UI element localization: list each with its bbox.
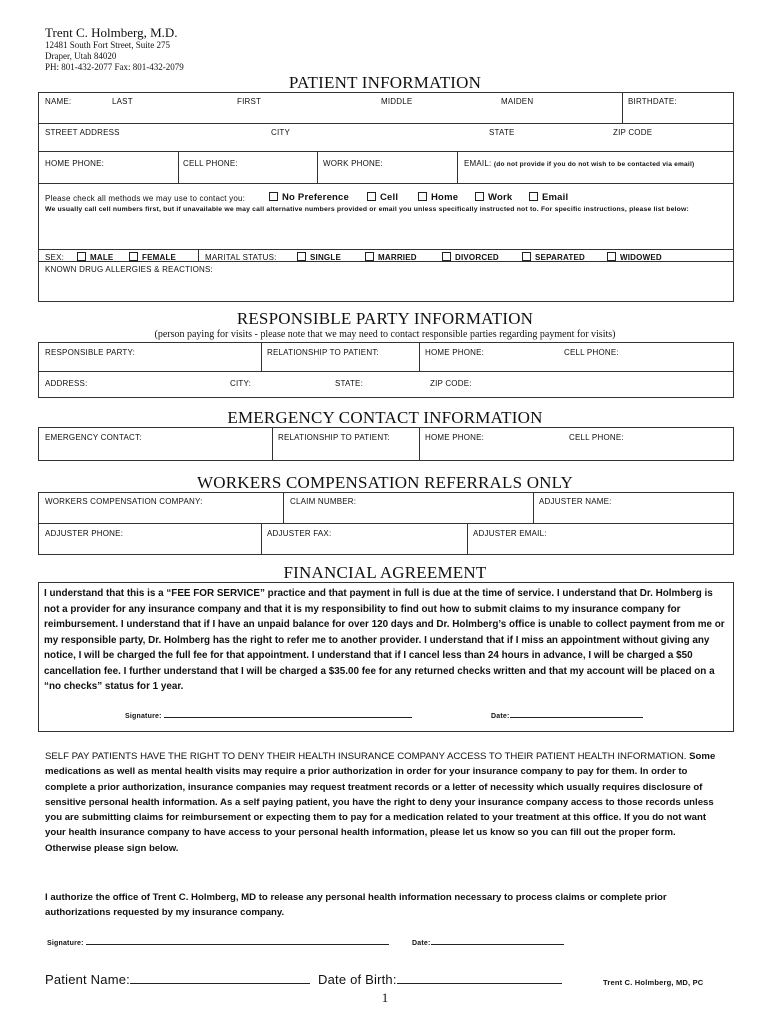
option-label: No Preference <box>282 192 350 203</box>
ec-home-phone-field[interactable]: HOME PHONE: <box>425 433 485 442</box>
cell-phone-field[interactable]: CELL PHONE: <box>183 159 238 168</box>
dob-label: Date of Birth: <box>318 972 397 987</box>
option-label: SINGLE <box>310 253 341 262</box>
self-pay-lead: SELF PAY PATIENTS HAVE THE RIGHT TO DENY THEIR HEALTH INSURANCE COMPANY ACCESS TO THEIR PATIENT HEALTH INFORMATION. <box>45 751 687 762</box>
street-address-field[interactable]: STREET ADDRESS <box>45 128 120 137</box>
option-label: Work <box>488 192 513 203</box>
state-field[interactable]: STATE <box>489 128 515 137</box>
checkbox-icon[interactable] <box>529 192 538 201</box>
responsible-party-box <box>38 342 734 398</box>
workers-comp-box <box>38 492 734 555</box>
ec-relationship-field[interactable]: RELATIONSHIP TO PATIENT: <box>278 433 390 442</box>
self-pay-body: Some medications as well as mental health visits may require a prior authorization in order for your insurance company to pay for them. In order to complete a prior authorization, insurance companies may request treatment records or a letter of necessity which usually requires disclosure of sensitive personal health information. As a self paying patient, you have the right to deny your insurance company access to those records unless you are submitting claims for reimbursement or expecting them to pay for a medication related to your treatment at this office. If you do not want your health insurance company to have access to your personal health information, please let us know so you can fill out the proper form. Otherwise please sign below. <box>45 751 716 854</box>
checkbox-icon[interactable] <box>129 252 138 261</box>
contact-option-email[interactable] <box>529 192 568 203</box>
contact-prompt: Please check all methods we may use to contact you: <box>45 194 246 203</box>
contact-option-no-preference[interactable] <box>269 192 349 203</box>
responsible-party-subtitle: (person paying for visits - please note that we may need to contact responsible parties regarding payment for visits) <box>154 329 616 340</box>
contact-note: We usually call cell numbers first, but if unavailable we may call alternative numbers provided or email you unless specifically instructed not to. For specific instructions, please list below: <box>45 206 689 213</box>
wc-claim-number-field[interactable]: CLAIM NUMBER: <box>290 497 357 506</box>
checkbox-icon[interactable] <box>77 252 86 261</box>
signature-label: Signature: <box>125 713 162 720</box>
wc-company-field[interactable]: WORKERS COMPENSATION COMPANY: <box>45 497 203 506</box>
contact-option-home[interactable] <box>418 192 458 203</box>
maiden-name-field[interactable]: MAIDEN <box>501 97 534 106</box>
wc-adjuster-fax-field[interactable]: ADJUSTER FAX: <box>267 529 332 538</box>
option-label: FEMALE <box>142 253 177 262</box>
authorization-text: I authorize the office of Trent C. Holmberg, MD to release any personal health information necessary to process claims or complete prior authorizations requested by my insurance company. <box>45 892 667 919</box>
patient-name-label: Patient Name: <box>45 972 130 987</box>
responsible-party-field[interactable]: RESPONSIBLE PARTY: <box>45 348 136 357</box>
email-field[interactable] <box>464 159 694 168</box>
emergency-contact-field[interactable]: EMERGENCY CONTACT: <box>45 433 142 442</box>
financial-date-line[interactable] <box>491 713 643 720</box>
contact-option-work[interactable] <box>475 192 512 203</box>
patient-info-box <box>38 92 734 302</box>
option-label: MALE <box>90 253 114 262</box>
emergency-title: EMERGENCY CONTACT INFORMATION <box>227 408 543 427</box>
financial-signature-line[interactable] <box>125 713 412 720</box>
work-phone-field[interactable]: WORK PHONE: <box>323 159 383 168</box>
home-phone-field[interactable]: HOME PHONE: <box>45 159 105 168</box>
wc-adjuster-phone-field[interactable]: ADJUSTER PHONE: <box>45 529 124 538</box>
rp-cell-phone-field[interactable]: CELL PHONE: <box>564 348 619 357</box>
self-pay-date-line[interactable] <box>412 940 564 947</box>
option-label: Email <box>542 192 569 203</box>
financial-box <box>38 582 734 732</box>
responsible-party-title: RESPONSIBLE PARTY INFORMATION <box>236 309 534 328</box>
checkbox-icon[interactable] <box>297 252 306 261</box>
practice-name: Trent C. Holmberg, MD, PC <box>603 978 704 987</box>
option-label: WIDOWED <box>620 253 662 262</box>
date-label: Date: <box>412 940 431 947</box>
birthdate-field[interactable]: BIRTHDATE: <box>628 97 677 106</box>
marital-status-label: MARITAL STATUS: <box>205 253 277 262</box>
checkbox-icon[interactable] <box>418 192 427 201</box>
patient-info-title: PATIENT INFORMATION <box>288 73 482 92</box>
option-label: Home <box>431 192 459 203</box>
rp-city-field[interactable]: CITY: <box>230 379 252 388</box>
name-label: NAME: <box>45 97 72 106</box>
checkbox-icon[interactable] <box>365 252 374 261</box>
email-label: EMAIL: <box>464 159 492 168</box>
first-name-field[interactable]: FIRST <box>237 97 262 106</box>
rp-state-field[interactable]: STATE: <box>335 379 364 388</box>
page-number: 1 <box>381 990 389 1005</box>
checkbox-icon[interactable] <box>367 192 376 201</box>
wc-adjuster-name-field[interactable]: ADJUSTER NAME: <box>539 497 612 506</box>
financial-title: FINANCIAL AGREEMENT <box>283 563 487 582</box>
date-of-birth-line[interactable] <box>318 972 562 987</box>
checkbox-icon[interactable] <box>475 192 484 201</box>
middle-name-field[interactable]: MIDDLE <box>381 97 413 106</box>
drug-allergies-field[interactable]: KNOWN DRUG ALLERGIES & REACTIONS: <box>45 265 213 274</box>
ec-cell-phone-field[interactable]: CELL PHONE: <box>569 433 624 442</box>
rp-zip-field[interactable]: ZIP CODE: <box>430 379 472 388</box>
wc-adjuster-email-field[interactable]: ADJUSTER EMAIL: <box>473 529 547 538</box>
rp-relationship-field[interactable]: RELATIONSHIP TO PATIENT: <box>267 348 379 357</box>
checkbox-icon[interactable] <box>442 252 451 261</box>
rp-address-field[interactable]: ADDRESS: <box>45 379 88 388</box>
workers-comp-title: WORKERS COMPENSATION REFERRALS ONLY <box>196 473 574 492</box>
option-label: MARRIED <box>378 253 417 262</box>
phone-fax: PH: 801-432-2077 Fax: 801-432-2079 <box>45 62 184 72</box>
contact-option-cell[interactable] <box>367 192 398 203</box>
patient-name-line[interactable] <box>45 972 310 987</box>
last-name-field[interactable]: LAST <box>112 97 133 106</box>
email-note: (do not provide if you do not wish to be contacted via email) <box>493 161 695 168</box>
rp-home-phone-field[interactable]: HOME PHONE: <box>425 348 485 357</box>
sex-label: SEX: <box>45 253 65 262</box>
signature-label: Signature: <box>47 940 84 947</box>
address-line-1: 12481 South Fort Street, Suite 275 <box>45 40 171 50</box>
self-pay-signature-line[interactable] <box>47 940 389 947</box>
financial-agreement-text: I understand that this is a “FEE FOR SERVICE” practice and that payment in full is due at the time of service. I understand that Dr. Holmberg is not a provider for any insurance company and that it is my responsibility to find out how to submit claims to my insurance company for reimbursement. I understand that if I have an unpaid balance for over 120 days and Dr. Holmberg’s office is unable to collect payment from me or my responsible party, Dr. Holmberg has the right to refer me to another provider. I understand that if I miss an appointment without giving any notice, I will be charged the full fee for that appointment. I understand that if I cancel less than 24 hours in advance, I will be charged a $50 cancellation fee. I further understand that I will be charged a $35.00 fee for any returned checks written and that my account will be placed on a “no checks” status for 1 year. <box>44 588 725 692</box>
option-label: SEPARATED <box>535 253 585 262</box>
option-label: Cell <box>380 192 399 203</box>
self-pay-text <box>45 749 717 856</box>
doctor-name: Trent C. Holmberg, M.D. <box>45 25 178 40</box>
checkbox-icon[interactable] <box>522 252 531 261</box>
city-field[interactable]: CITY <box>271 128 291 137</box>
address-line-2: Draper, Utah 84020 <box>45 51 117 61</box>
checkbox-icon[interactable] <box>269 192 278 201</box>
zip-code-field[interactable]: ZIP CODE <box>613 128 653 137</box>
option-label: DIVORCED <box>455 253 499 262</box>
checkbox-icon[interactable] <box>607 252 616 261</box>
emergency-box <box>38 427 734 461</box>
date-label: Date: <box>491 713 510 720</box>
